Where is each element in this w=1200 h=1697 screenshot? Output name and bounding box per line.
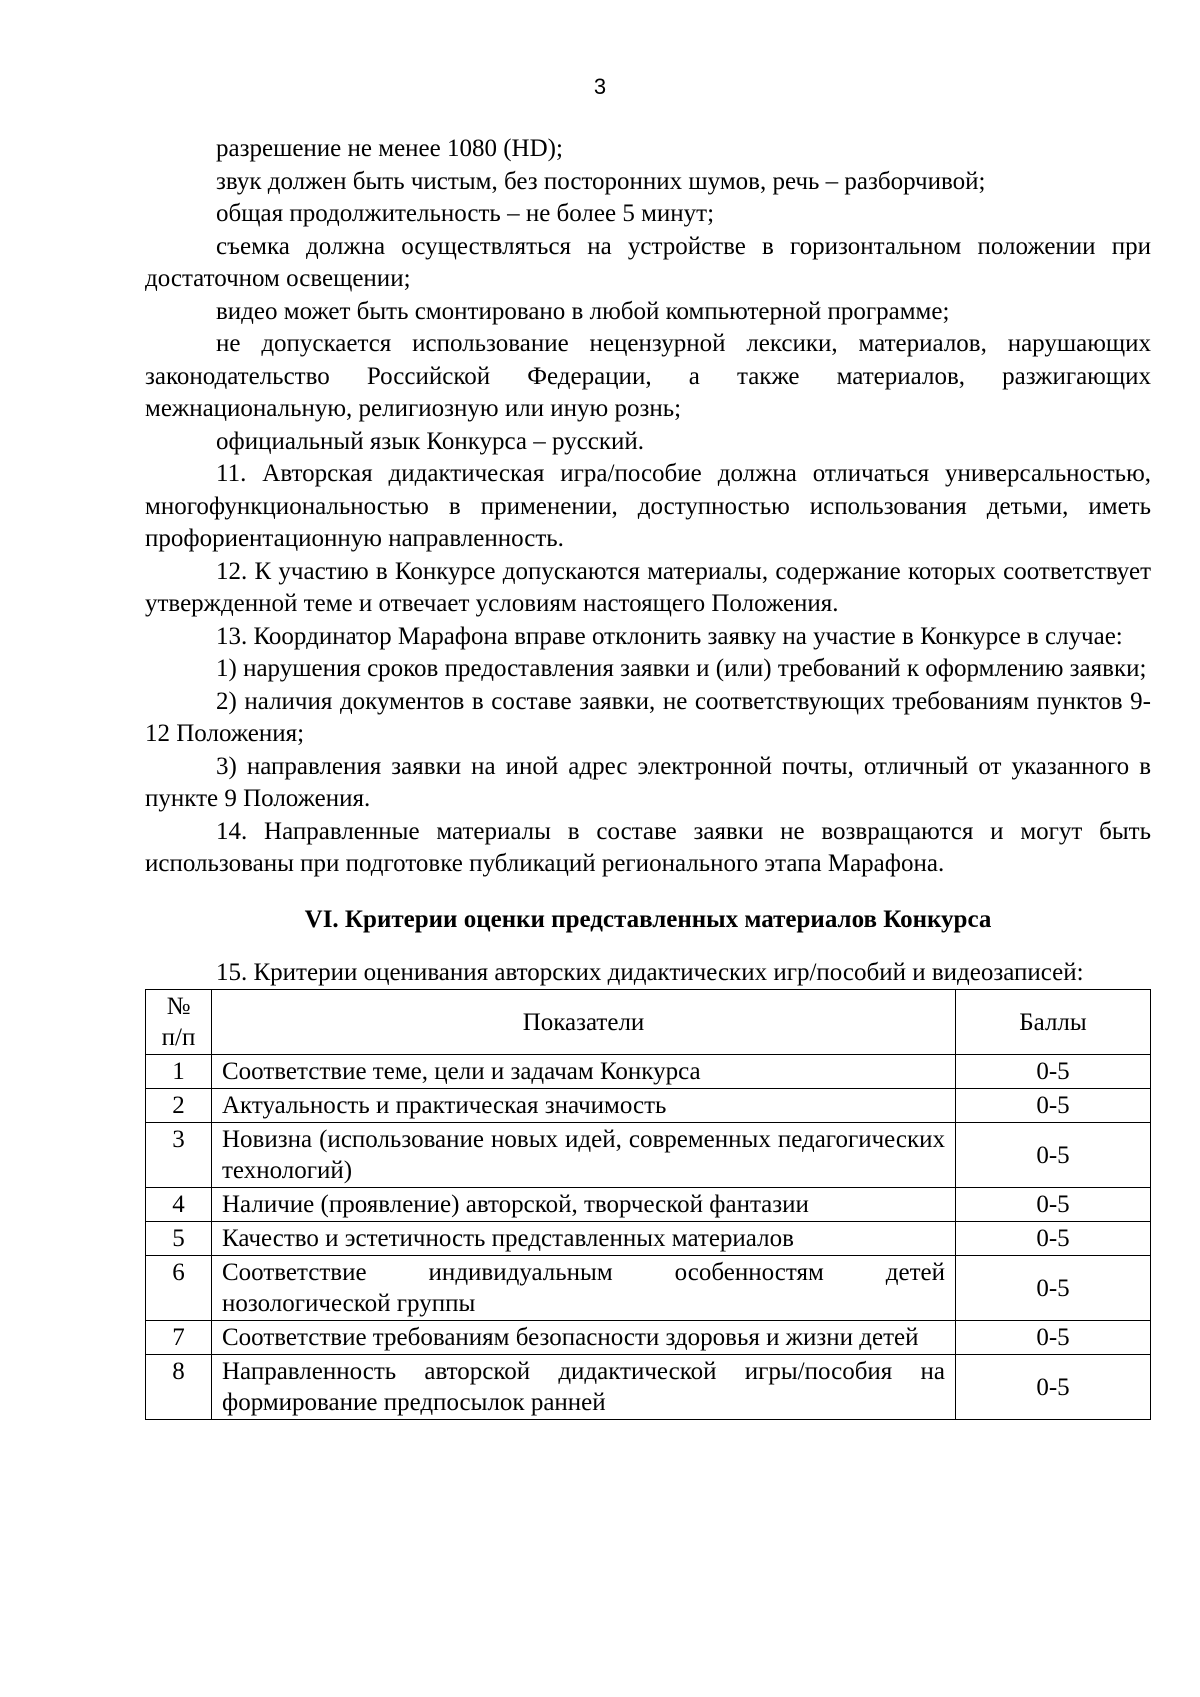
table-row — [146, 1355, 1151, 1420]
row-indicator: Качество и эстетичность представленных материалов — [212, 1222, 956, 1256]
row-number: 1 — [146, 1055, 212, 1089]
paragraph: 2) наличия документов в составе заявки, не соответствующих требованиям пунктов 9-12 Положения; — [145, 687, 1151, 747]
row-indicator: Актуальность и практическая значимость — [212, 1089, 956, 1123]
row-score: 0-5 — [956, 1256, 1151, 1321]
paragraph: 11. Авторская дидактическая игра/пособие должна отличаться универсальностью, многофункциональностью в применении, доступностью использования детьми, иметь профориентационную направленность. — [145, 460, 1151, 552]
paragraph: 12. К участию в Конкурсе допускаются материалы, содержание которых соответствует утвержденной теме и отвечает условиям настоящего Положения. — [145, 557, 1151, 617]
row-score: 0-5 — [956, 1222, 1151, 1256]
table-header-row — [146, 990, 1151, 1055]
row-number: 8 — [146, 1355, 212, 1420]
header-indicators: Показатели — [212, 990, 956, 1055]
header-num-symbol: № — [166, 993, 191, 1020]
paragraph: 14. Направленные материалы в составе заявки не возвращаются и могут быть использованы при подготовке публикаций регионального этапа Марафона. — [145, 817, 1151, 877]
table-row — [146, 1222, 1151, 1256]
document-body — [145, 133, 1151, 1420]
row-score: 0-5 — [956, 1089, 1151, 1123]
paragraph: видео может быть смонтировано в любой компьютерной программе; — [216, 297, 950, 325]
row-score: 0-5 — [956, 1123, 1151, 1188]
row-score: 0-5 — [956, 1055, 1151, 1089]
criteria-intro: 15. Критерии оценивания авторских дидактических игр/пособий и видеозаписей: — [216, 958, 1084, 986]
paragraph: официальный язык Конкурса – русский. — [216, 427, 645, 455]
row-number: 4 — [146, 1188, 212, 1222]
paragraph: 13. Координатор Марафона вправе отклонить заявку на участие в Конкурсе в случае: — [216, 622, 1123, 650]
table-row — [146, 1089, 1151, 1123]
row-score: 0-5 — [956, 1355, 1151, 1420]
paragraph: 3) направления заявки на иной адрес электронной почты, отличный от указанного в пункте 9 Положения. — [145, 752, 1151, 812]
row-indicator: Соответствие требованиям безопасности здоровья и жизни детей — [212, 1321, 956, 1355]
row-number: 2 — [146, 1089, 212, 1123]
row-indicator: Соответствие теме, цели и задачам Конкурса — [212, 1055, 956, 1089]
table-row — [146, 1256, 1151, 1321]
header-score: Баллы — [956, 990, 1151, 1055]
paragraph: съемка должна осуществляться на устройстве в горизонтальном положении при достаточном освещении; — [145, 232, 1151, 292]
header-num-abbr: п/п — [161, 1024, 196, 1051]
paragraph: не допускается использование нецензурной лексики, материалов, нарушающих законодательство Российской Федерации, а также материалов, разжигающих межнациональную, религиозную или иную рознь; — [145, 330, 1151, 422]
page-number: 3 — [593, 74, 607, 99]
table-row — [146, 1123, 1151, 1188]
paragraph: разрешение не менее 1080 (HD); — [216, 135, 563, 162]
row-number: 5 — [146, 1222, 212, 1256]
table-row — [146, 1055, 1151, 1089]
table-row — [146, 1321, 1151, 1355]
paragraph: общая продолжительность – не более 5 минут; — [216, 200, 715, 227]
section-heading: VI. Критерии оценки представленных материалов Конкурса — [304, 905, 992, 933]
table-row — [146, 1188, 1151, 1222]
row-score: 0-5 — [956, 1321, 1151, 1355]
row-indicator: Соответствие индивидуальным особенностям детей нозологической группы — [212, 1256, 956, 1321]
row-number: 6 — [146, 1256, 212, 1321]
row-indicator: Направленность авторской дидактической игры/пособия на формирование предпосылок ранней — [212, 1355, 956, 1420]
row-score: 0-5 — [956, 1188, 1151, 1222]
header-num — [146, 990, 212, 1055]
row-number: 3 — [146, 1123, 212, 1188]
row-number: 7 — [146, 1321, 212, 1355]
row-indicator: Наличие (проявление) авторской, творческой фантазии — [212, 1188, 956, 1222]
row-indicator: Новизна (использование новых идей, современных педагогических технологий) — [212, 1123, 956, 1188]
paragraph: 1) нарушения сроков предоставления заявки и (или) требований к оформлению заявки; — [216, 655, 1147, 682]
criteria-table — [145, 989, 1151, 1420]
paragraph: звук должен быть чистым, без посторонних шумов, речь – разборчивой; — [216, 167, 986, 195]
